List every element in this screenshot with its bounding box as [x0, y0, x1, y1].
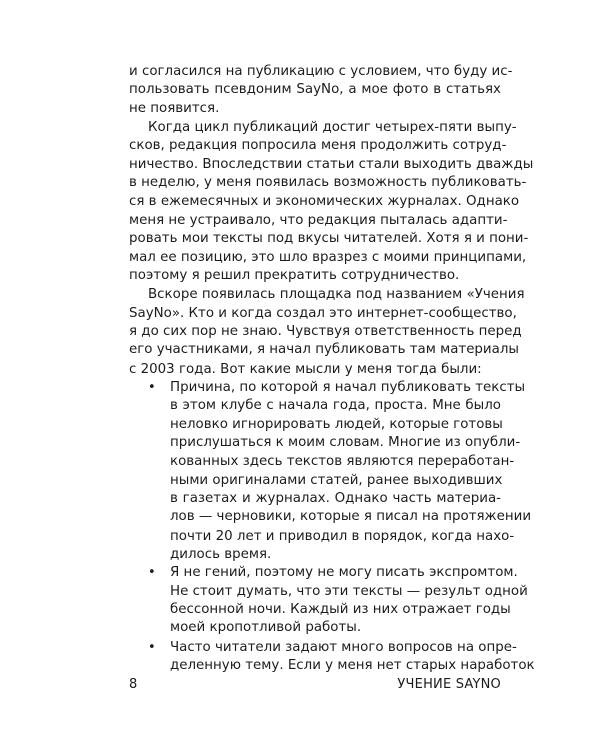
text-line: поэтому я решил прекратить сотрудничество. — [129, 267, 460, 283]
bullet-line: в этом клубе с начала года, проста. Мне было — [170, 398, 501, 414]
text-line: с 2003 года. Вот какие мысли у меня тогда были: — [129, 361, 482, 377]
text-line: пользовать псевдоним SayNo, а мое фото в статьях — [129, 82, 501, 98]
text-line: мал ее позицию, это шло вразрез с моими принципами, — [129, 249, 527, 265]
bullet-line: деленную тему. Если у меня нет старых наработок — [170, 658, 535, 673]
bullet-line: неловко игнорировать людей, которые готовы — [170, 416, 503, 432]
bullet-marker: • — [148, 565, 156, 581]
bullet-line: дилось время. — [170, 546, 272, 562]
bullet-line: лов — черновики, которые я писал на протяжении — [170, 509, 532, 525]
text-line: ровать мои тексты под вкусы читателей. Хотя я и пони- — [129, 231, 529, 247]
text-line: его участниками, я начал публиковать там материалы — [129, 342, 519, 358]
text-line: SayNo». Кто и когда создал это интернет-сообщество, — [129, 305, 517, 321]
bullet-line: Причина, по которой я начал публиковать тексты — [170, 379, 526, 395]
bullet-marker: • — [148, 639, 156, 655]
page-number: 8 — [129, 677, 138, 692]
text-line: меня не устраивало, что редакция пыталась адапти- — [129, 212, 508, 228]
text-line: ничество. Впоследствии статьи стали выходить дважды — [129, 156, 534, 172]
bullet-line: моей кропотливой работы. — [170, 620, 362, 636]
text-line: не появится. — [129, 100, 220, 116]
bullet-line: Не стоит думать, что эти тексты — результ одной — [170, 583, 528, 599]
bullet-line: почти 20 лет и приводил в порядок, когда нахо- — [170, 528, 515, 544]
text-line: я до сих пор не знаю. Чувствуя ответственность перед — [129, 323, 522, 339]
text-line: Вскоре появилась площадка под названием «Учения — [148, 287, 525, 303]
bullet-line: прислушаться к моим словам. Многие из опубли- — [170, 434, 521, 450]
text-line: и согласился на публикацию с условием, что буду ис- — [129, 64, 513, 79]
text-line: ся в ежемесячных и экономических журналах. Однако — [129, 194, 520, 210]
text-line: сков, редакция попросила меня продолжить сотруд- — [129, 138, 507, 154]
bullet-line: кованных здесь текстов являются переработан- — [170, 454, 515, 470]
bullet-line: в газетах и журналах. Однако часть материа- — [170, 490, 501, 506]
text-line: в неделю, у меня появилась возможность публиковать- — [129, 175, 527, 191]
bullet-line: бессонной ночи. Каждый из них отражает годы — [170, 602, 511, 617]
bullet-marker: • — [148, 379, 156, 395]
bullet-line: Часто читатели задают много вопросов на опре- — [170, 639, 517, 655]
bullet-line: Я не гений, поэтому не могу писать экспромтом. — [170, 565, 518, 581]
bullet-line: ными оригиналами статей, ранее выходивших — [170, 472, 503, 488]
text-line: Когда цикл публикаций достиг четырех-пяти выпу- — [148, 120, 517, 135]
running-title: УЧЕНИЕ SAYNO — [397, 677, 501, 692]
